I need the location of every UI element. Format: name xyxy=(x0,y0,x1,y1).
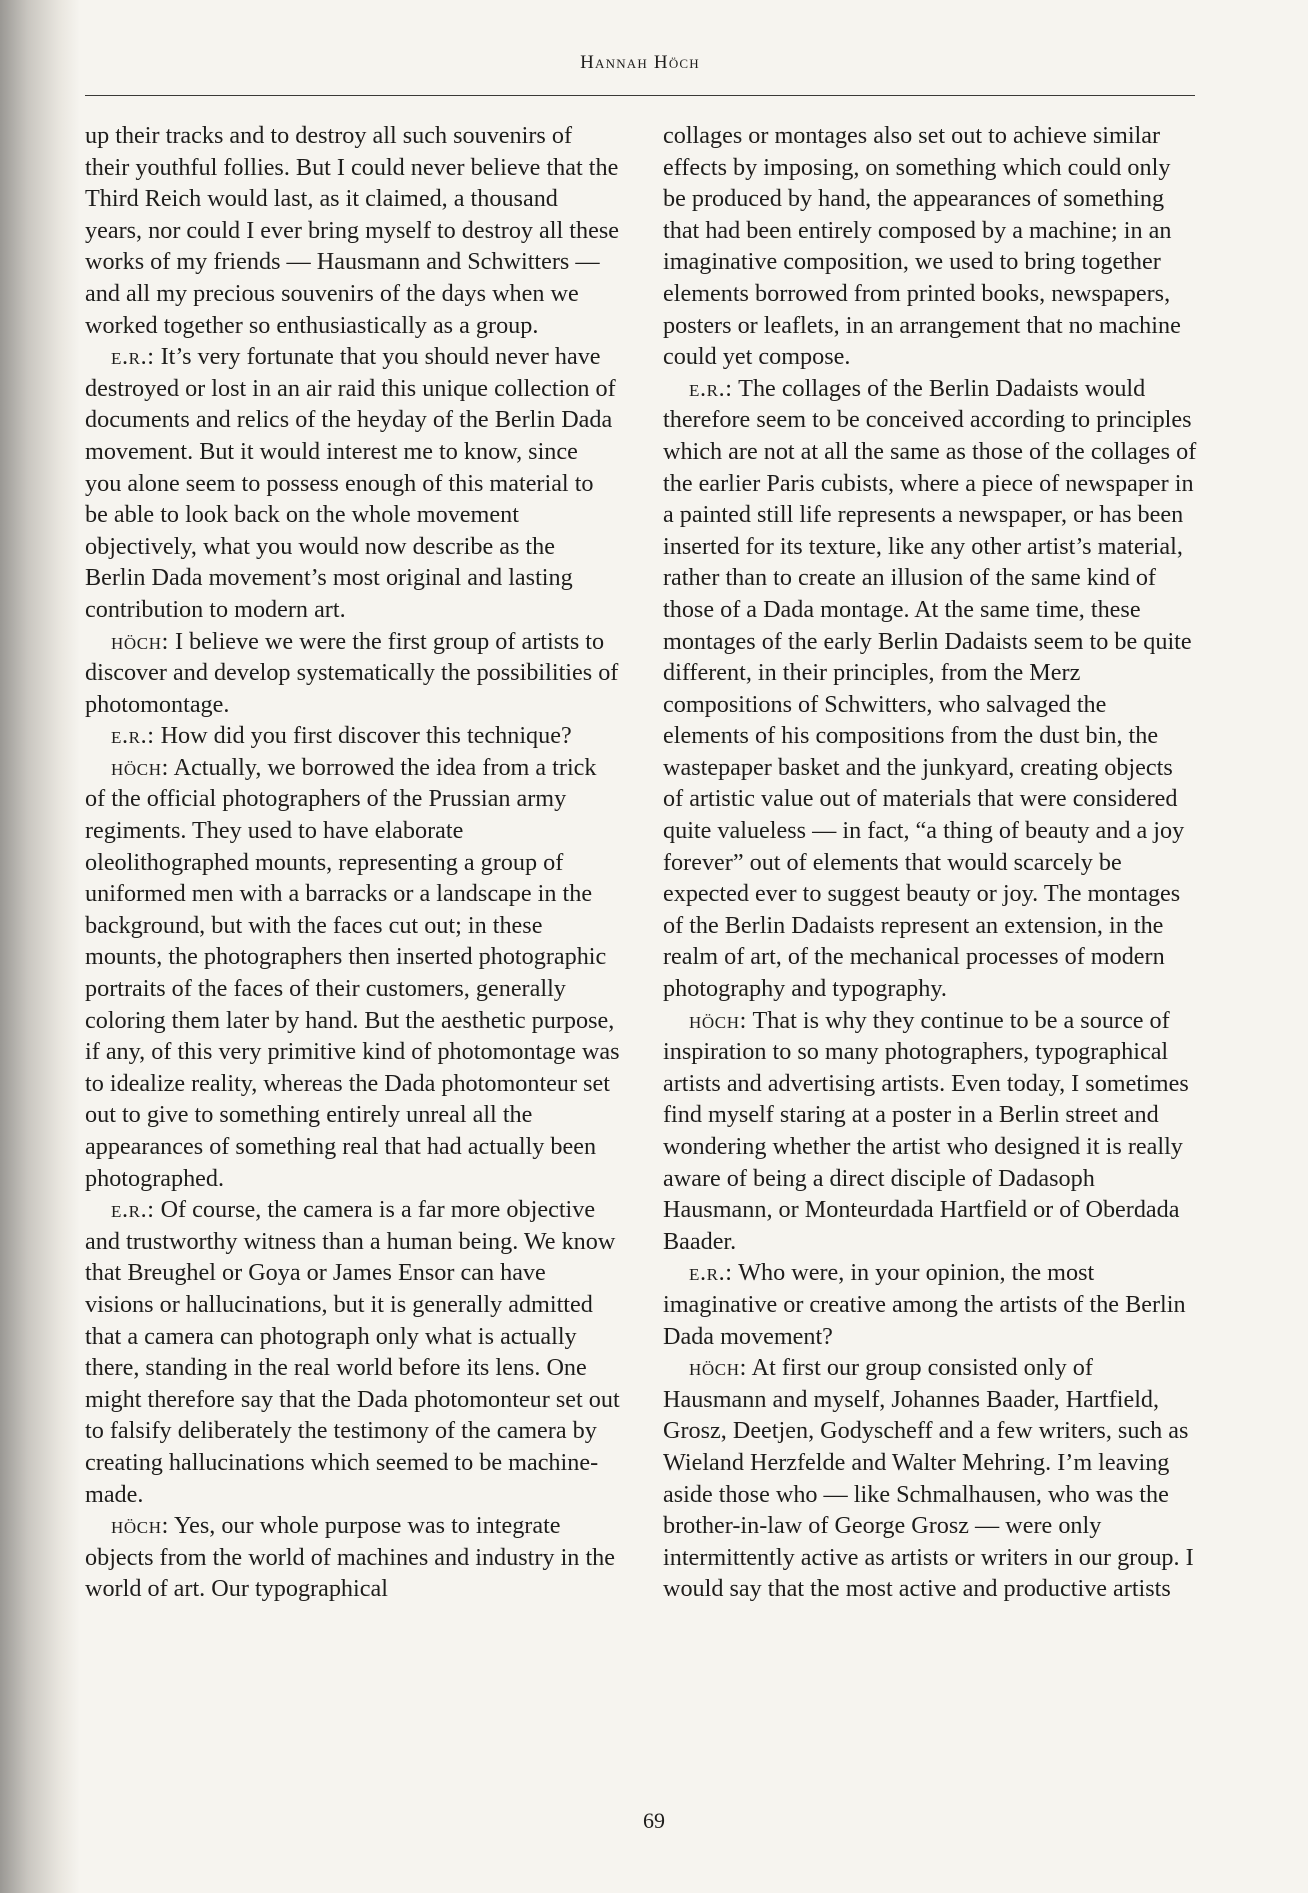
speaker-label: höch: xyxy=(111,627,169,655)
header-rule xyxy=(85,95,1195,96)
paragraph xyxy=(85,120,620,341)
speaker-label: e.r.: xyxy=(111,722,155,750)
speaker-label: höch: xyxy=(689,1006,747,1034)
speaker-label: e.r.: xyxy=(111,343,155,371)
paragraph xyxy=(85,720,620,752)
paragraph-text: I believe we were the first group of artists to discover and develop systematically the possibilities of photomontage. xyxy=(85,627,619,718)
paragraph xyxy=(663,1352,1198,1605)
paragraph xyxy=(85,1194,620,1510)
speaker-label: e.r.: xyxy=(689,374,733,402)
paragraph-text: collages or montages also set out to achieve similar effects by imposing, on something which could only be produced by hand, the appearances of something that had been entirely composed by a machine; in an imaginative composition, we used to bring together elements borrowed from printed books, newspapers, posters or leaflets, in an arrangement that no machine could yet compose. xyxy=(663,122,1181,371)
paragraph xyxy=(663,1257,1198,1352)
paragraph xyxy=(663,373,1198,1005)
running-head: Hannah Höch xyxy=(580,52,700,73)
speaker-label: e.r.: xyxy=(689,1259,733,1287)
left-column xyxy=(85,120,620,1605)
right-column xyxy=(663,120,1198,1605)
paragraph-text: Who were, in your opinion, the most imaginative or creative among the artists of the Berlin Dada movement? xyxy=(663,1259,1186,1350)
paragraph-text: Of course, the camera is a far more objective and trustworthy witness than a human being. We know that Breughel or Goya or James Ensor can have visions or hallucinations, but it is generally admitted that a camera can photograph only what is actually there, standing in the real world before its lens. One might therefore say that the Dada photomonteur set out to falsify deliberately the testimony of the camera by creating hallucinations which seemed to be machine-made. xyxy=(85,1196,620,1508)
paragraph-text: up their tracks and to destroy all such souvenirs of their youthful follies. But I could never believe that the Third Reich would last, as it claimed, a thousand years, nor could I ever bring myself to destroy all these works of my friends — Hausmann and Schwitters — and all my precious souvenirs of the days when we worked together so enthusiastically as a group. xyxy=(85,122,619,339)
paragraph xyxy=(663,120,1198,373)
speaker-label: höch: xyxy=(111,753,169,781)
page-number: 69 xyxy=(643,1808,665,1833)
paragraph-text: How did you first discover this technique? xyxy=(160,722,572,750)
speaker-label: höch: xyxy=(689,1354,747,1382)
paragraph xyxy=(85,752,620,1194)
paragraph xyxy=(663,1005,1198,1258)
paragraph-text: It’s very fortunate that you should never have destroyed or lost in an air raid this unique collection of documents and relics of the heyday of the Berlin Dada movement. But it would interest me to know, since you alone seem to possess enough of this material to be able to look back on the whole movement objectively, what you would now describe as the Berlin Dada movement’s most original and lasting contribution to modern art. xyxy=(85,343,616,623)
paragraph-text: At first our group consisted only of Hausmann and myself, Johannes Baader, Hartfield, Grosz, Deetjen, Godyscheff and a few writers, such as Wieland Herzfelde and Walter Mehring. I’m leaving aside those who — like Schmalhausen, who was the brother-in-law of George Grosz — were only intermittently active as artists or writers in our group. I would say that the most active and productive artists xyxy=(663,1354,1194,1603)
paragraph xyxy=(85,1510,620,1605)
paragraph-text: That is why they continue to be a source of inspiration to so many photographers, typographical artists and advertising artists. Even today, I sometimes find myself staring at a poster in a Berlin street and wondering whether the artist who designed it is really aware of being a direct disciple of Dadasoph Hausmann, or Monteurdada Hartfield or of Oberdada Baader. xyxy=(663,1006,1189,1255)
paragraph xyxy=(85,341,620,625)
speaker-label: e.r.: xyxy=(111,1196,155,1224)
book-gutter-shadow xyxy=(0,0,80,1893)
paragraph-text: The collages of the Berlin Dadaists would therefore seem to be conceived according to principles which are not at all the same as those of the collages of the earlier Paris cubists, where a piece of newspaper in a painted still life represents a newspaper, or has been inserted for its texture, like any other artist’s material, rather than to create an illusion of the same kind of those of a Dada montage. At the same time, these montages of the early Berlin Dadaists seem to be quite different, in their principles, from the Merz compositions of Schwitters, who salvaged the elements of his compositions from the dust bin, the wastepaper basket and the junkyard, creating objects of artistic value out of materials that were considered quite valueless — in fact, “a thing of beauty and a joy forever” out of elements that would scarcely be expected ever to suggest beauty or joy. The montages of the Berlin Dadaists represent an extension, in the realm of art, of the mechanical processes of modern photography and typography. xyxy=(663,374,1197,1003)
speaker-label: höch: xyxy=(111,1512,169,1540)
paragraph-text: Yes, our whole purpose was to integrate objects from the world of machines and industry in the world of art. Our typographical xyxy=(85,1512,615,1603)
paragraph-text: Actually, we borrowed the idea from a trick of the official photographers of the Prussian army regiments. They used to have elaborate oleolithographed mounts, representing a group of uniformed men with a barracks or a landscape in the background, but with the faces cut out; in these mounts, the photographers then inserted photographic portraits of the faces of their customers, generally coloring them later by hand. But the aesthetic purpose, if any, of this very primitive kind of photomontage was to idealize reality, whereas the Dada photomonteur set out to give to something entirely unreal all the appearances of something real that had actually been photographed. xyxy=(85,753,620,1192)
paragraph xyxy=(85,626,620,721)
